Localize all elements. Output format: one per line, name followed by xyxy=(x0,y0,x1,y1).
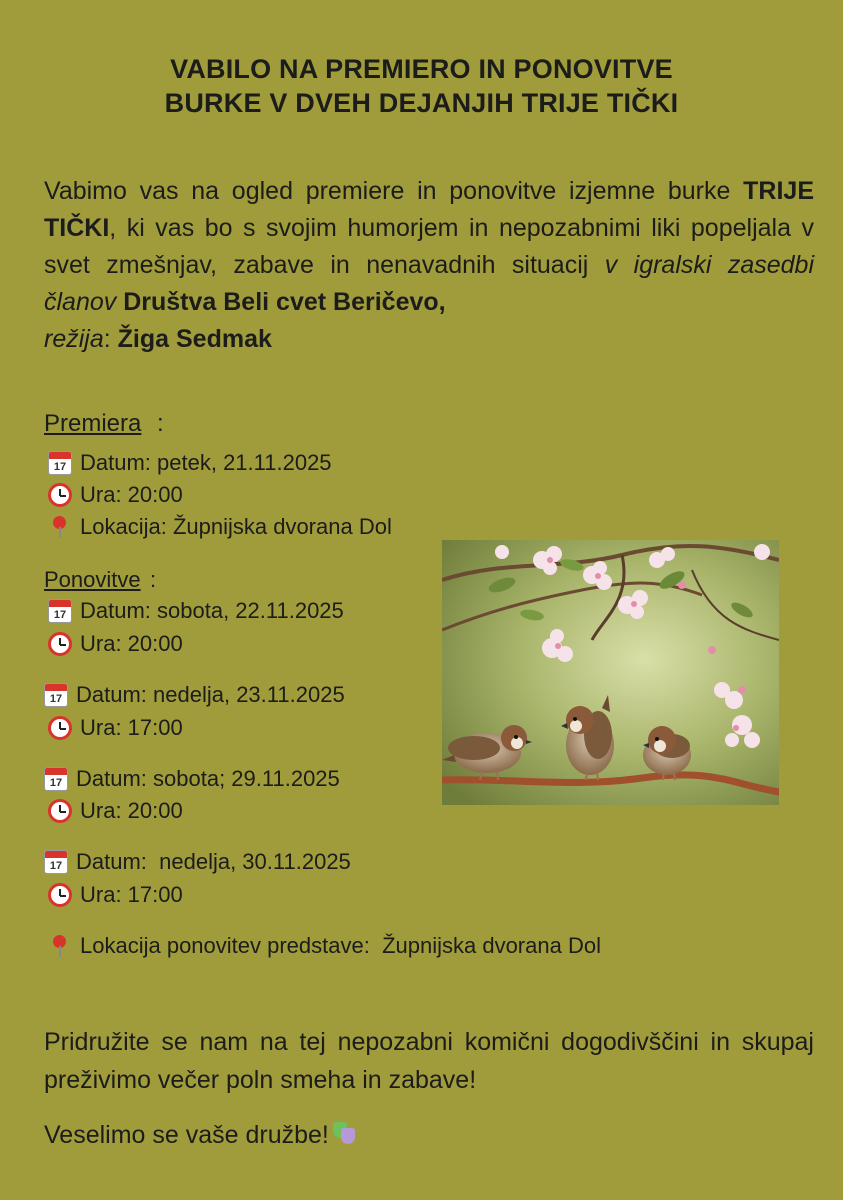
rerun-3-time-row xyxy=(48,797,183,825)
reruns-location-row xyxy=(48,932,601,960)
rerun-time: Ura: 17:00 xyxy=(80,715,183,740)
play-name: TRIJE TIČKI xyxy=(44,177,814,242)
reruns-heading xyxy=(44,567,141,593)
rerun-date: Datum: nedelja, 23.11.2025 xyxy=(76,682,345,707)
rerun-2-date-row xyxy=(44,681,345,709)
round-pushpin-icon xyxy=(48,934,72,958)
director-name: Žiga Sedmak xyxy=(117,325,272,353)
rerun-time: Ura: 20:00 xyxy=(80,631,183,656)
alarm-clock-icon xyxy=(48,483,72,507)
rerun-4-time-row xyxy=(48,881,183,909)
calendar-icon xyxy=(48,599,72,623)
premiere-location-row xyxy=(48,513,392,541)
premiere-heading xyxy=(44,410,141,438)
intro-paragraph xyxy=(44,173,814,358)
rerun-time: Ura: 20:00 xyxy=(80,798,183,823)
premiere-time-row xyxy=(48,481,183,509)
rerun-date: Datum: sobota, 22.11.2025 xyxy=(80,598,344,623)
sparrows-photo xyxy=(442,540,779,805)
premiere-heading-colon: : xyxy=(157,410,164,437)
rerun-date: Datum: nedelja, 30.11.2025 xyxy=(76,849,351,874)
premiere-location: Lokacija: Župnijska dvorana Dol xyxy=(80,514,392,539)
rerun-time: Ura: 17:00 xyxy=(80,882,183,907)
rerun-3-date-row xyxy=(44,765,340,793)
reruns-heading-text: Ponovitve xyxy=(44,567,141,592)
rerun-4-date-row xyxy=(44,848,351,876)
calendar-icon xyxy=(44,683,68,707)
closing-text: Veselimo se vaše družbe! xyxy=(44,1121,329,1149)
director-colon: : xyxy=(103,325,118,353)
society-name: Društva Beli cvet Beričevo, xyxy=(123,288,446,316)
rerun-1-date-row xyxy=(48,597,344,625)
alarm-clock-icon xyxy=(48,716,72,740)
title-line-2: BURKE V DVEH DEJANJIH TRIJE TIČKI xyxy=(164,88,679,118)
round-pushpin-icon xyxy=(48,515,72,539)
calendar-icon xyxy=(44,767,68,791)
intro-text-2: , ki vas bo s svojim humorjem in nepozabnimi liki popeljala v svet zmešnjav, zabave in nenavadnih situacij xyxy=(44,214,814,279)
calendar-icon xyxy=(48,451,72,475)
premiere-date: Datum: petek, 21.11.2025 xyxy=(80,450,332,475)
sparrows-illustration xyxy=(442,540,779,805)
alarm-clock-icon xyxy=(48,799,72,823)
director-label: režija xyxy=(44,325,104,353)
alarm-clock-icon xyxy=(48,883,72,907)
reruns-heading-colon: : xyxy=(150,567,157,592)
rerun-2-time-row xyxy=(48,714,183,742)
reruns-location: Lokacija ponovitev predstave: Župnijska dvorana Dol xyxy=(80,933,601,958)
rerun-date: Datum: sobota; 29.11.2025 xyxy=(76,766,340,791)
premiere-heading-text: Premiera xyxy=(44,410,142,437)
title-line-1: VABILO NA PREMIERO IN PONOVITVE xyxy=(170,54,673,84)
intro-text-italic: v igralski zasedbi članov xyxy=(44,251,815,316)
alarm-clock-icon xyxy=(48,632,72,656)
performing-arts-icon xyxy=(331,1121,359,1145)
closing-line xyxy=(44,1116,814,1154)
premiere-date-row xyxy=(48,449,332,477)
page-title xyxy=(0,52,843,120)
closing-paragraph: Pridružite se nam na tej nepozabni komični dogodivščini in skupaj preživimo večer poln smeha in zabave! xyxy=(44,1028,814,1094)
premiere-time: Ura: 20:00 xyxy=(80,482,183,507)
rerun-1-time-row xyxy=(48,630,183,658)
intro-text-1: Vabimo vas na ogled premiere in ponovitve izjemne burke xyxy=(44,177,744,205)
calendar-icon xyxy=(44,850,68,874)
